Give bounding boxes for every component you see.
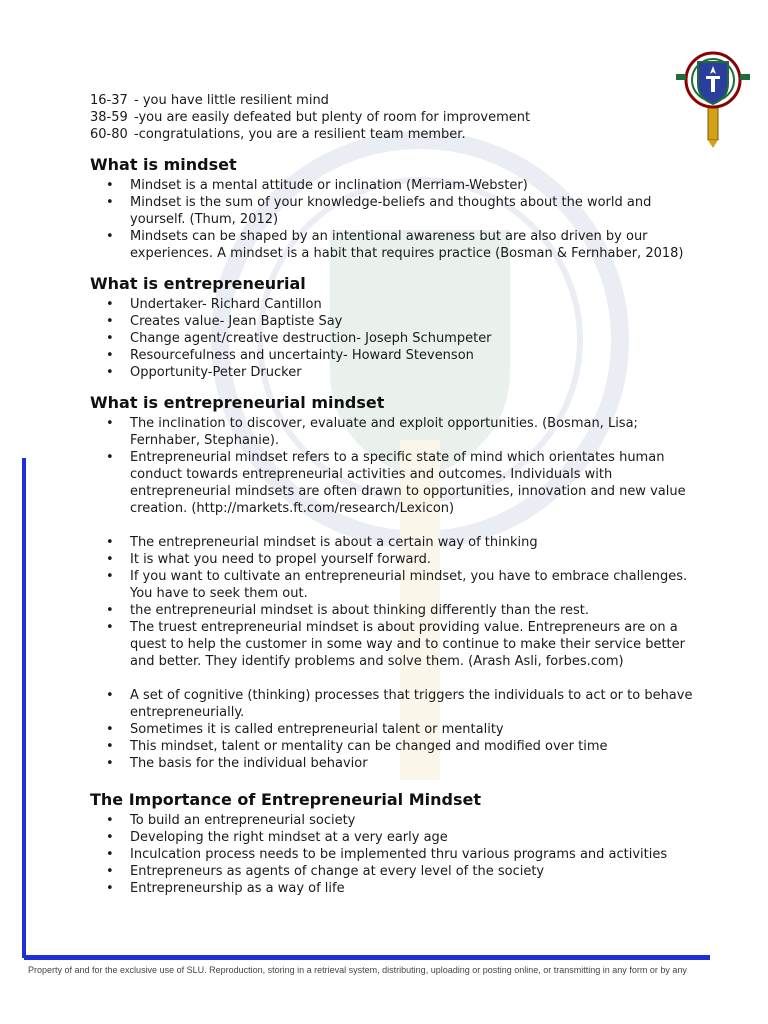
list-item: • Resourcefulness and uncertainty- Howard Stevenson [130,347,710,364]
score-range: 38-59 [90,110,128,125]
score-description: -you are easily defeated but plenty of room for improvement [134,110,531,125]
list-item: • Entrepreneurs as agents of change at every level of the society [130,863,710,880]
bullet-list [90,534,710,670]
list-item: • If you want to cultivate an entrepreneurial mindset, you have to embrace challenges. You have to seek them out. [130,568,710,602]
section-heading-entrepreneurial: What is entrepreneurial [90,274,306,293]
score-table [90,92,710,143]
list-item: • Inculcation process needs to be implemented thru various programs and activities [130,846,710,863]
document-content [90,92,710,897]
list-item: • Entrepreneurship as a way of life [130,880,710,897]
score-row [90,109,710,126]
score-range: 60-80 [90,127,128,142]
section-heading-importance: The Importance of Entrepreneurial Mindset [90,790,481,809]
section-heading-mindset: What is mindset [90,155,237,174]
bullet-list [90,812,710,897]
list-item: • A set of cognitive (thinking) processes that triggers the individuals to act or to behave entrepreneurially. [130,687,710,721]
score-range: 16-37 [90,93,128,108]
footer-copyright: Property of and for the exclusive use of SLU. Reproduction, storing in a retrieval system, distributing, uploading or posting online, or transmitting in any form or by any [28,965,687,975]
list-item: • The basis for the individual behavior [130,755,710,772]
score-row [90,92,710,109]
bullet-list [90,177,710,262]
list-item: • Mindsets can be shaped by an intentional awareness but are also driven by our experiences. A mindset is a habit that requires practice (Bosman & Fernhaber, 2018) [130,228,710,262]
list-item: • Sometimes it is called entrepreneurial talent or mentality [130,721,710,738]
list-item: • Change agent/creative destruction- Joseph Schumpeter [130,330,710,347]
list-item: • The inclination to discover, evaluate and exploit opportunities. (Bosman, Lisa; Fernhaber, Stephanie). [130,415,710,449]
bullet-list [90,415,710,517]
footer-rule [24,955,710,960]
list-item: • the entrepreneurial mindset is about thinking differently than the rest. [130,602,710,619]
score-description: - you have little resilient mind [134,93,329,108]
score-row [90,126,710,143]
list-item: • Opportunity-Peter Drucker [130,364,710,381]
section-heading-entrepreneurial-mindset: What is entrepreneurial mindset [90,393,385,412]
list-item: • Creates value- Jean Baptiste Say [130,313,710,330]
left-margin-rule [22,458,26,958]
list-item: • This mindset, talent or mentality can be changed and modified over time [130,738,710,755]
bullet-list [90,687,710,772]
list-item: • Undertaker- Richard Cantillon [130,296,710,313]
list-item: • Developing the right mindset at a very early age [130,829,710,846]
list-item: • The truest entrepreneurial mindset is about providing value. Entrepreneurs are on a quest to help the customer in some way and to continue to make their service better and better. They identify problems and solve them. (Arash Asli, forbes.com) [130,619,710,670]
list-item: • The entrepreneurial mindset is about a certain way of thinking [130,534,710,551]
list-item: • Mindset is a mental attitude or inclination (Merriam-Webster) [130,177,710,194]
bullet-list [90,296,710,381]
list-item: • It is what you need to propel yourself forward. [130,551,710,568]
list-item: • Entrepreneurial mindset refers to a specific state of mind which orientates human conduct towards entrepreneurial activities and outcomes. Individuals with entrepreneurial mindsets are often drawn to opportunities, innovation and new value creation. (http://markets.ft.com/research/Lexicon) [130,449,710,517]
list-item: • To build an entrepreneurial society [130,812,710,829]
list-item: • Mindset is the sum of your knowledge-beliefs and thoughts about the world and yourself. (Thum, 2012) [130,194,710,228]
score-description: -congratulations, you are a resilient team member. [134,127,466,142]
